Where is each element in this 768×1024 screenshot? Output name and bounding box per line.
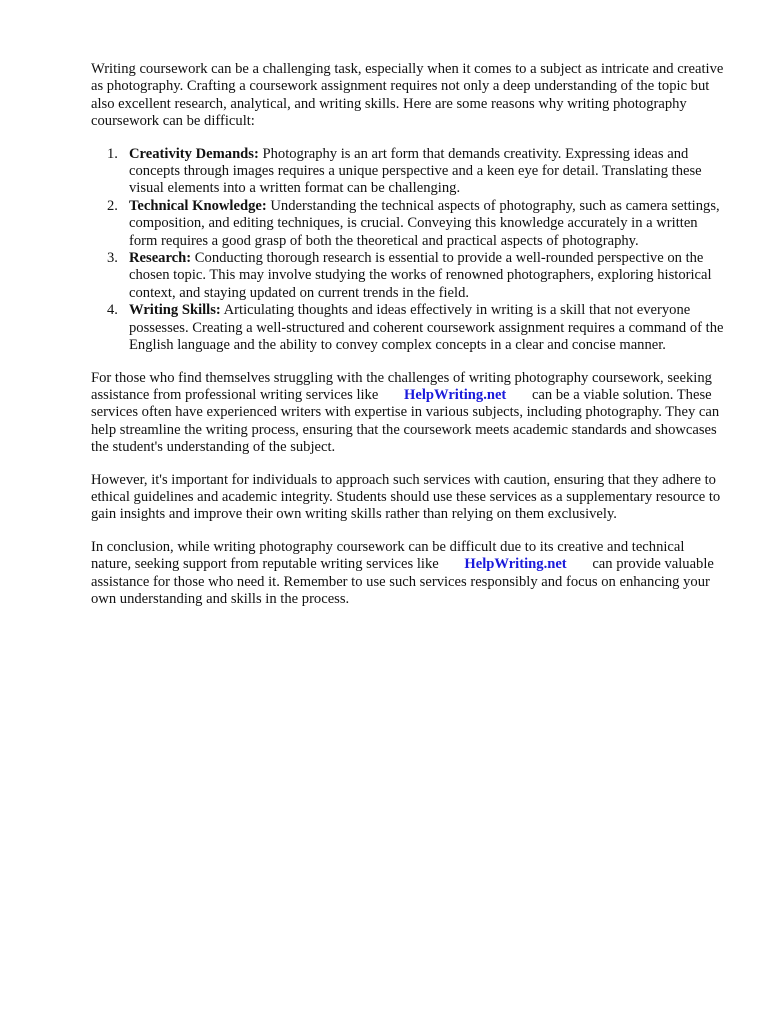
reasons-list [91,146,725,355]
conclusion-text-after: can provide valuable assistance for those who need it. Remember to use such services responsibly and focus on enhancing your own understanding and skills in the process. [91,556,714,607]
helpwriting-link[interactable]: HelpWriting.net [404,386,507,403]
assistance-text-before: For those who find themselves struggling with the challenges of writing photography coursework, seeking assistance from professional writing services like [91,369,712,403]
list-item [91,146,725,198]
list-item [91,198,725,250]
list-item-title: Research: [129,250,192,267]
list-item-number: 3. [107,250,118,267]
conclusion-text-before: In conclusion, while writing photography coursework can be difficult due to its creative and technical nature, seeking support from reputable writing services like [91,538,685,573]
intro-paragraph: Writing coursework can be a challenging task, especially when it comes to a subject as intricate and creative as photography. Crafting a coursework assignment requires not only a deep understanding of the topic but also excellent research, analytical, and writing skills. Here are some reasons why writing photography coursework can be difficult: [91,61,724,130]
list-item-text: Understanding the technical aspects of photography, such as camera settings, composition, and editing techniques, is crucial. Conveying this knowledge accurately in a written form requires a good grasp of both the theoretical and practical aspects of photography. [129,197,720,249]
caution-paragraph: However, it's important for individuals to approach such services with caution, ensuring that they adhere to ethical guidelines and academic integrity. Students should use these services as a supplementary resource to gain insights and improve their own writing skills rather than relying on them exclusively. [91,471,721,523]
list-item-number: 2. [107,197,118,214]
assistance-paragraph [91,370,725,457]
assistance-text-after: can be a viable solution. These services often have experienced writers with expertise in various subjects, including photography. They can help streamline the writing process, ensuring that the coursework meets academic standards and showcases the student's understanding of the subject. [91,386,720,456]
list-item-number: 4. [107,302,118,319]
conclusion-paragraph [91,539,725,609]
helpwriting-link[interactable]: HelpWriting.net [464,556,567,573]
list-item-text: Photography is an art form that demands creativity. Expressing ideas and concepts through images requires a unique perspective and a keen eye for detail. Translating these visual elements into a written format can be challenging. [129,145,702,197]
document-page [91,61,725,623]
list-item-title: Technical Knowledge: [129,197,267,214]
list-item-text: Conducting thorough research is essential to provide a well-rounded perspective on the chosen topic. This may involve studying the works of renowned photographers, exploring historical context, and staying updated on current trends in the field. [129,250,712,301]
list-item-text: Articulating thoughts and ideas effectively in writing is a skill that not everyone possesses. Creating a well-structured and coherent coursework assignment requires a command of the English language and the ability to convey complex concepts in a clear and concise manner. [129,302,724,354]
list-item-title: Writing Skills: [129,302,221,319]
list-item [91,302,725,354]
list-item [91,250,725,302]
list-item-title: Creativity Demands: [129,145,259,162]
list-item-number: 1. [107,145,118,162]
